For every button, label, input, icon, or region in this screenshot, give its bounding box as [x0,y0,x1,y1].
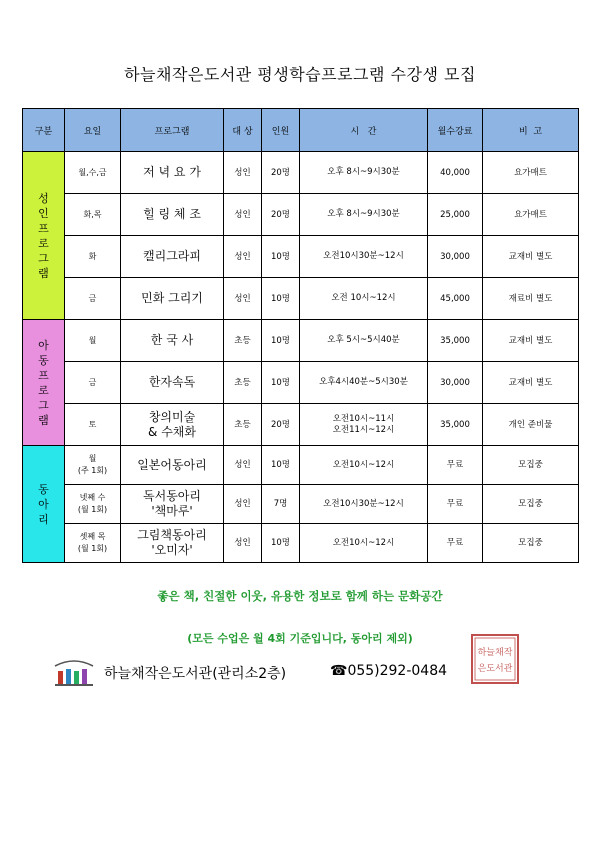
category-char: 프 [38,368,49,382]
fee-cell: 무료 [428,524,483,563]
day-cell-line: 셋째 목 [79,532,106,541]
program-cell [121,524,224,563]
category-char: 성 [38,191,49,205]
program-cell-line: 독서동아리 [143,489,201,503]
program-cell [121,320,224,362]
category-char: 프 [38,221,49,235]
program-cell [121,278,224,320]
category-char: 인 [38,206,49,220]
count-cell: 10명 [262,524,300,563]
target-cell: 성인 [224,278,262,320]
time-cell [300,278,428,320]
day-cell [65,485,121,524]
library-contact: 하늘채작은도서관(관리소2층) [104,666,287,682]
time-cell-line: 오전10시30분~12시 [323,498,404,509]
day-cell [65,362,121,404]
svg-text:하늘채작: 하늘채작 [477,648,513,658]
program-cell-line: 민화 그리기 [141,291,203,305]
time-cell-line: 오후 5시~5시40분 [327,335,400,345]
category-char: 그 [38,398,49,412]
note-cell: 교재비 별도 [483,320,579,362]
fee-cell: 무료 [428,446,483,485]
day-cell-line: 월,수,금 [78,167,107,177]
category-char: 로 [38,383,49,397]
slogan: 좋은 책, 친절한 이웃, 유용한 정보로 함께 하는 문화공간 [157,589,443,603]
category-char: 리 [38,512,49,526]
fee-cell: 무료 [428,485,483,524]
time-cell [300,362,428,404]
note-cell: 요가매트 [483,194,579,236]
note-cell: 교재비 별도 [483,236,579,278]
day-cell-line: (주 1회) [77,466,108,475]
phone-number: ☎055)292-0484 [330,663,448,679]
note-cell: 재료비 별도 [483,278,579,320]
header-program: 프로그램 [121,109,224,152]
count-cell: 20명 [262,194,300,236]
program-cell [121,446,224,485]
time-cell-line: 오전10시30분~12시 [323,251,404,261]
day-cell-line: (월 1회) [77,505,108,514]
program-cell-line: '책마루' [151,504,193,518]
fee-cell: 30,000 [428,362,483,404]
time-cell [300,485,428,524]
table-row [23,446,579,485]
day-cell-line: 화 [88,251,97,261]
count-cell: 10명 [262,446,300,485]
target-cell: 성인 [224,524,262,563]
fee-cell: 45,000 [428,278,483,320]
count-cell: 20명 [262,152,300,194]
count-cell: 10명 [262,236,300,278]
program-cell [121,485,224,524]
time-cell [300,320,428,362]
program-cell-line: & 수채화 [148,424,196,439]
note-cell: 개인 준비물 [483,404,579,446]
table-row [23,320,579,362]
svg-text:은도서관: 은도서관 [477,664,513,674]
day-cell [65,278,121,320]
table-row [23,152,579,194]
program-cell-line: 한자속독 [148,375,196,389]
program-cell-line: 한 국 사 [150,333,194,347]
table-row [23,362,579,404]
day-cell [65,152,121,194]
category-char: 동 [38,353,49,367]
header-category: 구분 [23,109,65,152]
day-cell-line: 월 [88,335,97,345]
header-fee: 월수강료 [428,109,483,152]
table-header-row [23,109,579,152]
program-cell [121,362,224,404]
program-cell [121,194,224,236]
table-row [23,485,579,524]
time-cell [300,404,428,446]
note-cell: 모집중 [483,446,579,485]
table-row [23,524,579,563]
library-seal-stamp [470,633,520,685]
program-cell-line: 창의미술 [148,409,196,424]
table-row [23,236,579,278]
category-char: 아 [38,497,49,511]
program-cell-line: 일본어동아리 [137,457,207,472]
day-cell-line: 금 [88,377,97,387]
program-cell [121,236,224,278]
time-cell-line: 오후 8시~9시30분 [327,167,400,177]
category-cell [23,152,65,320]
fee-cell: 35,000 [428,404,483,446]
day-cell-line: (월 1회) [77,544,108,553]
category-char: 그 [38,251,49,265]
day-cell [65,524,121,563]
time-cell-line: 오전10시~11시 [332,413,395,424]
fee-cell: 30,000 [428,236,483,278]
table-row [23,278,579,320]
notice: (모든 수업은 월 4회 기준입니다, 동아리 제외) [187,632,413,645]
fee-cell: 25,000 [428,194,483,236]
day-cell [65,236,121,278]
header-time: 시 간 [300,109,428,152]
time-cell-line: 오후4시40분~5시30분 [319,377,408,387]
day-cell [65,446,121,485]
target-cell: 성인 [224,446,262,485]
time-cell-line: 오전11시~12시 [332,424,395,435]
target-cell: 성인 [224,152,262,194]
category-char: 동 [38,482,49,496]
count-cell: 10명 [262,278,300,320]
count-cell: 20명 [262,404,300,446]
day-cell-line: 화,목 [83,209,102,219]
program-cell-line: 캘리그라피 [143,249,201,263]
program-cell-line: 힐 링 체 조 [143,207,201,221]
target-cell: 초등 [224,320,262,362]
day-cell-line: 월 [88,454,97,463]
target-cell: 성인 [224,194,262,236]
time-cell-line: 오전 10시~12시 [331,293,396,303]
table-row [23,404,579,446]
fee-cell: 35,000 [428,320,483,362]
program-cell [121,152,224,194]
header-note: 비 고 [483,109,579,152]
count-cell: 10명 [262,320,300,362]
day-cell-line: 넷째 수 [79,493,106,502]
page-title: 하늘채작은도서관 평생학습프로그램 수강생 모집 [124,65,476,84]
program-cell-line: 저 녁 요 가 [143,165,201,179]
table-row [23,194,579,236]
count-cell: 7명 [262,485,300,524]
header-day: 요일 [65,109,121,152]
day-cell [65,194,121,236]
table-body [23,152,579,563]
target-cell: 성인 [224,485,262,524]
note-cell: 요가매트 [483,152,579,194]
note-cell: 모집중 [483,485,579,524]
header-count: 인원 [262,109,300,152]
time-cell-line: 오전10시~12시 [332,537,395,548]
program-cell [121,404,224,446]
program-schedule-table [22,108,579,563]
category-char: 램 [38,266,49,280]
day-cell-line: 금 [88,293,97,303]
category-char: 램 [38,413,49,427]
time-cell-line: 오전10시~12시 [332,459,395,470]
header-target: 대 상 [224,109,262,152]
target-cell: 성인 [224,236,262,278]
time-cell [300,524,428,563]
time-cell-line: 오후 8시~9시30분 [327,209,400,219]
time-cell [300,152,428,194]
time-cell [300,446,428,485]
day-cell-line: 토 [88,419,97,429]
category-char: 로 [38,236,49,250]
program-cell-line: '오미자' [151,543,193,557]
note-cell: 교재비 별도 [483,362,579,404]
library-logo-icon [52,657,96,687]
day-cell [65,320,121,362]
time-cell [300,194,428,236]
target-cell: 초등 [224,404,262,446]
day-cell [65,404,121,446]
category-cell [23,446,65,563]
target-cell: 초등 [224,362,262,404]
category-char: 아 [38,338,49,352]
program-cell-line: 그림책동아리 [137,528,207,542]
note-cell: 모집중 [483,524,579,563]
time-cell [300,236,428,278]
fee-cell: 40,000 [428,152,483,194]
count-cell: 10명 [262,362,300,404]
category-cell [23,320,65,446]
